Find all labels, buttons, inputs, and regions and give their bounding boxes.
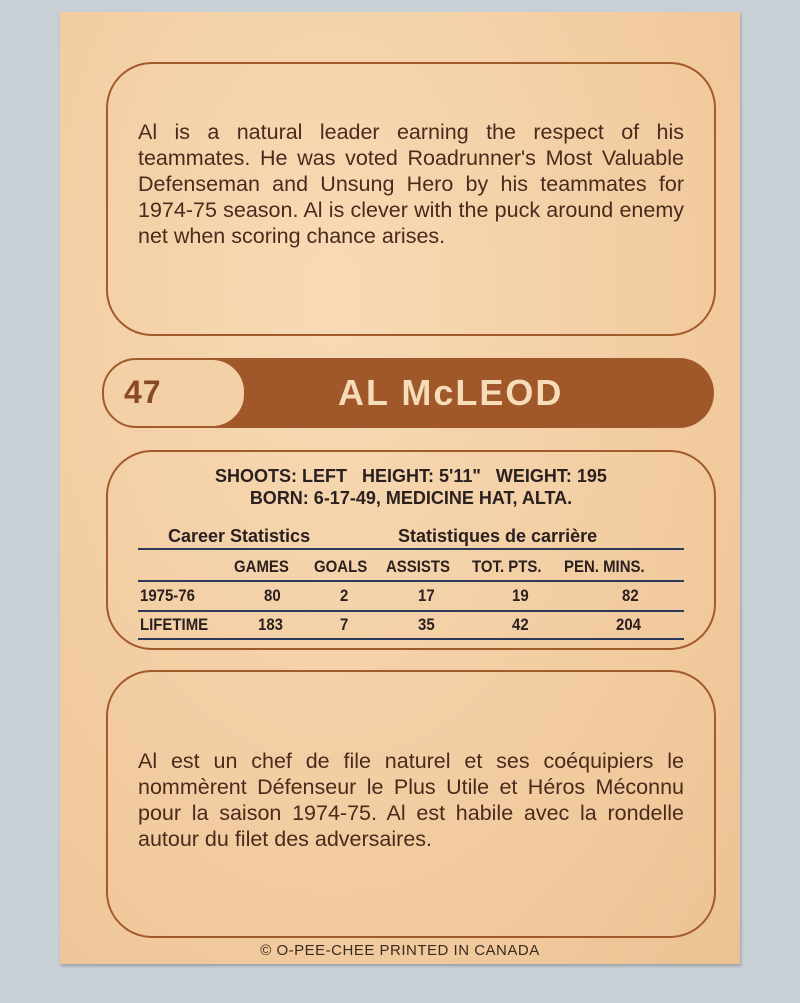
- copyright-line: © O-PEE-CHEE PRINTED IN CANADA: [260, 942, 540, 959]
- player-name: AL McLEOD: [338, 372, 564, 413]
- vitals-line-2: BORN: 6-17-49, MEDICINE HAT, ALTA.: [249, 488, 573, 508]
- table-cell: 7: [340, 615, 349, 634]
- column-header-games: GAMES: [234, 557, 289, 576]
- french-bio-box: [106, 670, 716, 938]
- table-cell: 80: [264, 586, 281, 605]
- table-rule: [138, 548, 684, 550]
- card-number: 47: [124, 374, 162, 410]
- table-cell: 17: [418, 586, 435, 605]
- column-header-tot-pts: TOT. PTS.: [472, 557, 542, 576]
- table-rule: [138, 580, 684, 582]
- statistics-box: [106, 450, 716, 650]
- table-rule: [138, 638, 684, 640]
- table-rule: [138, 610, 684, 612]
- table-cell: 19: [512, 586, 529, 605]
- nameplate: [102, 358, 714, 428]
- column-header-pen-mins: PEN. MINS.: [564, 557, 645, 576]
- row-label-season: 1975-76: [140, 586, 195, 605]
- name-bar: [198, 358, 714, 428]
- english-bio-box: [106, 62, 716, 336]
- table-cell: 42: [512, 615, 529, 634]
- column-header-goals: GOALS: [314, 557, 368, 576]
- table-cell: 35: [418, 615, 435, 634]
- vitals-line-1: SHOOTS: LEFT HEIGHT: 5'11" WEIGHT: 195: [215, 466, 607, 486]
- table-cell: 183: [258, 615, 283, 634]
- column-header-assists: ASSISTS: [386, 557, 451, 576]
- table-cell: 2: [340, 586, 349, 605]
- english-bio-text: Al is a natural leader earning the respect of his teammates. He was voted Roadrunner's Most Valuable Defenseman and Unsung Hero by his teammates for 1974-75 season. Al is clever with the puck around enemy net when scoring chance arises.: [138, 120, 684, 248]
- row-label-lifetime: LIFETIME: [140, 615, 209, 634]
- table-cell: 204: [616, 615, 641, 634]
- trading-card-back: [60, 12, 740, 964]
- career-statistics-heading-fr: Statistiques de carrière: [398, 526, 598, 546]
- card-number-bubble: [102, 358, 246, 428]
- career-statistics-heading: Career Statistics: [168, 526, 311, 546]
- french-bio-text: Al est un chef de file naturel et ses coéquipiers le nommèrent Défenseur le Plus Utile et Héros Méconnu pour la saison 1974-75. Al est habile avec la rondelle autour du filet des adversaires.: [138, 749, 684, 851]
- table-cell: 82: [622, 586, 639, 605]
